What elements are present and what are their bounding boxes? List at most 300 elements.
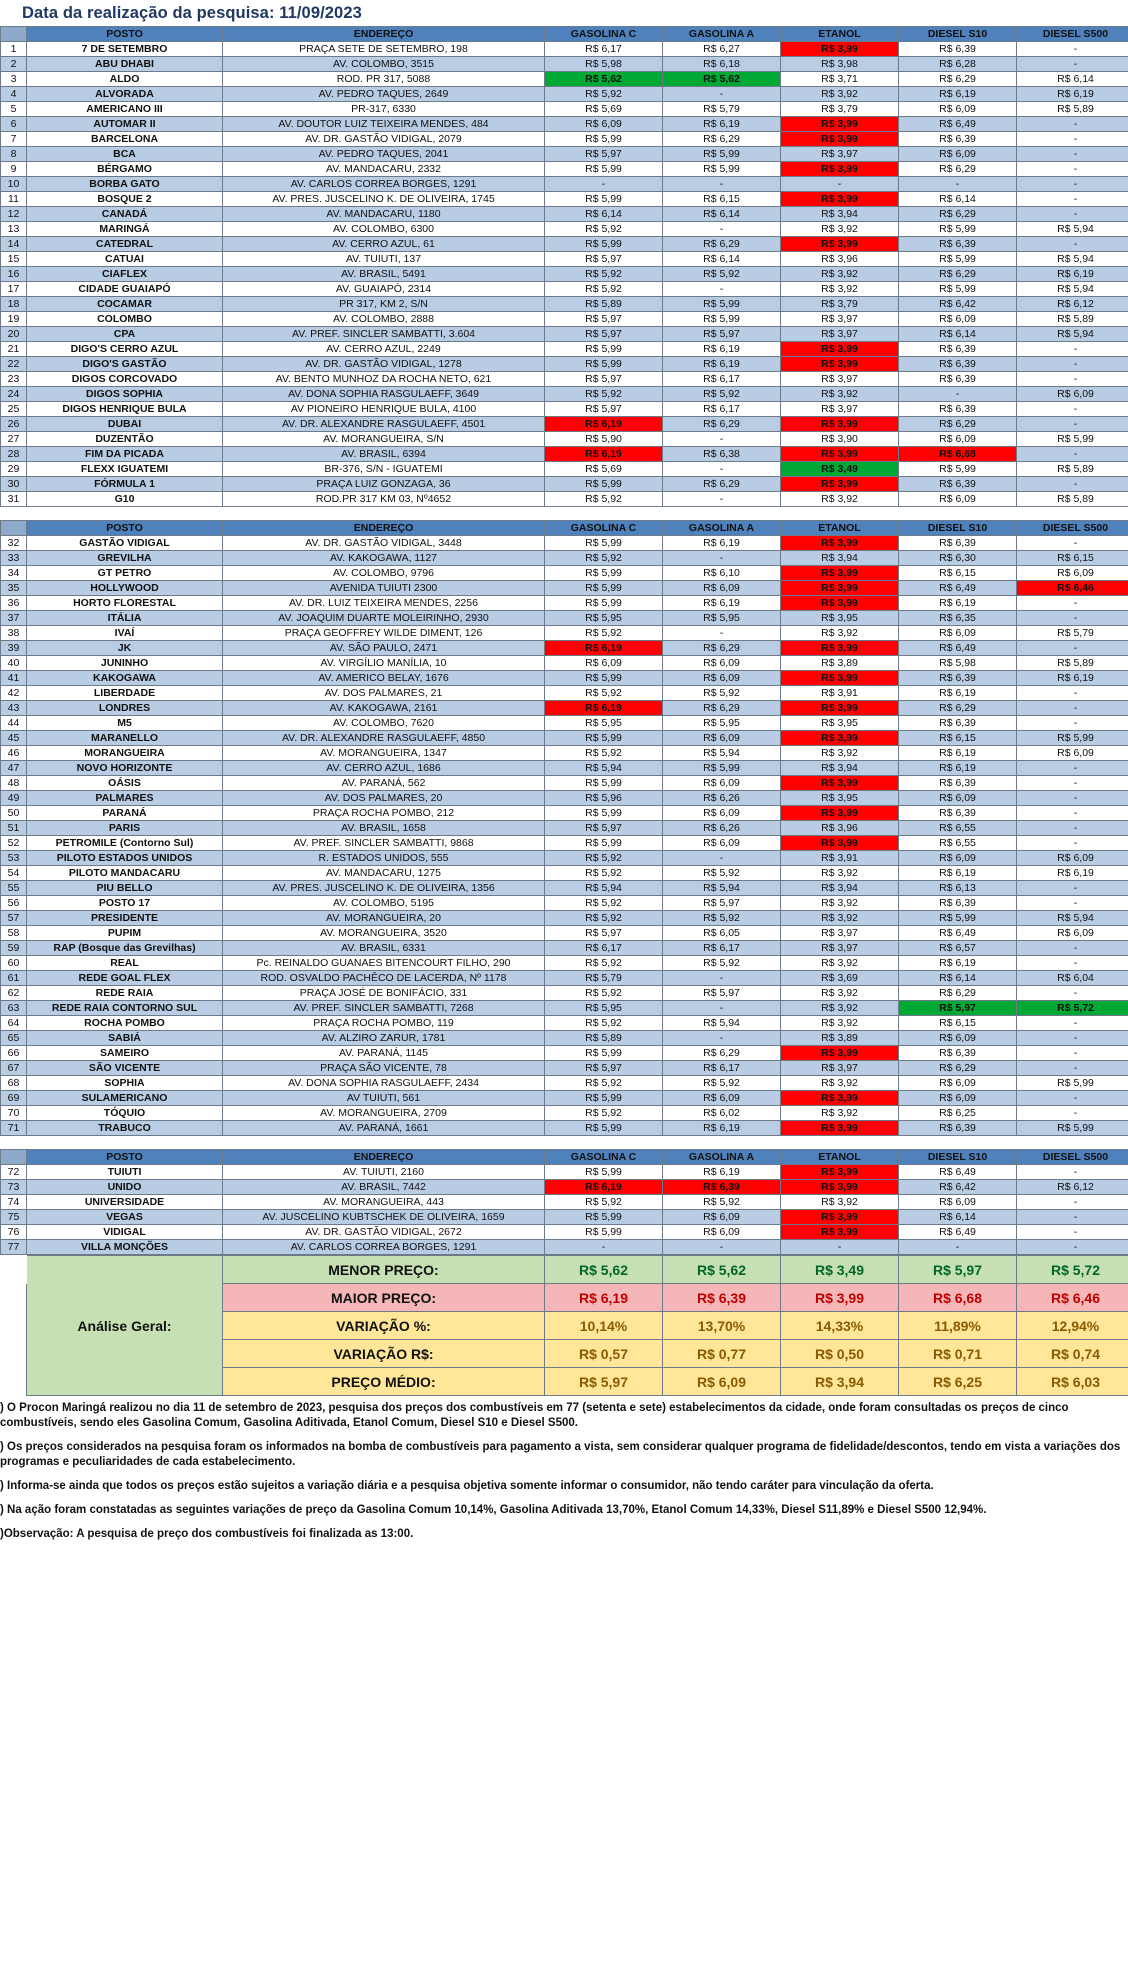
table-row xyxy=(1,132,1128,147)
station-address: PRAÇA SÃO VICENTE, 78 xyxy=(223,1061,545,1076)
row-index: 60 xyxy=(1,956,27,971)
price-gasolina-a: R$ 6,27 xyxy=(663,42,781,57)
price-gasolina-a: R$ 5,94 xyxy=(663,746,781,761)
analysis-row-label: VARIAÇÃO R$: xyxy=(223,1340,545,1368)
station-address: AV. DR. GASTÃO VIDIGAL, 2079 xyxy=(223,132,545,147)
price-etanol: R$ 3,99 xyxy=(781,1180,899,1195)
station-address: AV. DOUTOR LUIZ TEIXEIRA MENDES, 484 xyxy=(223,117,545,132)
price-gasolina-c: R$ 5,95 xyxy=(545,611,663,626)
station-address: AV. AMERICO BELAY, 1676 xyxy=(223,671,545,686)
column-header-endere-o: ENDEREÇO xyxy=(223,521,545,536)
price-gasolina-c: R$ 5,92 xyxy=(545,686,663,701)
price-diesel-s500: R$ 6,09 xyxy=(1017,926,1128,941)
table-row xyxy=(1,956,1128,971)
price-diesel-s10: R$ 6,39 xyxy=(899,776,1017,791)
station-name: DIGOS HENRIQUE BULA xyxy=(27,402,223,417)
price-gasolina-c: R$ 5,97 xyxy=(545,327,663,342)
row-index: 70 xyxy=(1,1106,27,1121)
station-address: AV. MORANGUEIRA, 1347 xyxy=(223,746,545,761)
station-name: CPA xyxy=(27,327,223,342)
column-header-diesel-s10: DIESEL S10 xyxy=(899,521,1017,536)
station-address: AV. PREF. SINCLER SAMBATTI, 3.604 xyxy=(223,327,545,342)
price-etanol: R$ 3,99 xyxy=(781,1225,899,1240)
table-row xyxy=(1,417,1128,432)
row-index: 8 xyxy=(1,147,27,162)
station-address: AV. DR. ALEXANDRE RASGULAEFF, 4501 xyxy=(223,417,545,432)
station-name: HORTO FLORESTAL xyxy=(27,596,223,611)
price-diesel-s500: R$ 5,94 xyxy=(1017,252,1128,267)
station-name: M5 xyxy=(27,716,223,731)
row-index: 68 xyxy=(1,1076,27,1091)
price-table-section-1 xyxy=(0,26,1128,507)
price-diesel-s10: R$ 6,09 xyxy=(899,1076,1017,1091)
price-diesel-s500: - xyxy=(1017,402,1128,417)
section-gap xyxy=(0,1136,1128,1149)
price-diesel-s500: R$ 5,94 xyxy=(1017,327,1128,342)
row-index: 77 xyxy=(1,1240,27,1255)
table-row xyxy=(1,237,1128,252)
price-etanol: R$ 3,98 xyxy=(781,57,899,72)
station-address: PR-317, 6330 xyxy=(223,102,545,117)
table-row xyxy=(1,1031,1128,1046)
row-index: 43 xyxy=(1,701,27,716)
price-diesel-s10: R$ 5,99 xyxy=(899,911,1017,926)
price-etanol: R$ 3,99 xyxy=(781,1091,899,1106)
station-name: JK xyxy=(27,641,223,656)
price-gasolina-c: R$ 5,99 xyxy=(545,536,663,551)
station-name: HOLLYWOOD xyxy=(27,581,223,596)
station-name: FIM DA PICADA xyxy=(27,447,223,462)
price-diesel-s500: R$ 5,89 xyxy=(1017,312,1128,327)
price-diesel-s10: R$ 6,29 xyxy=(899,701,1017,716)
price-diesel-s10: R$ 6,39 xyxy=(899,477,1017,492)
row-index: 44 xyxy=(1,716,27,731)
station-address: AV. DR. LUIZ TEIXEIRA MENDES, 2256 xyxy=(223,596,545,611)
station-name: CIDADE GUAIAPÓ xyxy=(27,282,223,297)
price-etanol: R$ 3,92 xyxy=(781,956,899,971)
station-name: OÁSIS xyxy=(27,776,223,791)
price-etanol: R$ 3,99 xyxy=(781,641,899,656)
station-address: AV. CARLOS CORREA BORGES, 1291 xyxy=(223,177,545,192)
station-name: SABIÁ xyxy=(27,1031,223,1046)
price-gasolina-a: R$ 5,92 xyxy=(663,911,781,926)
footer-note: ) Na ação foram constatadas as seguintes variações de preço da Gasolina Comum 10,14%, Gasolina Aditivada 13,70%, Etanol Comum 14,33%, Diesel S11,89% e Diesel S500 12,94%. xyxy=(0,1504,987,1516)
station-name: AMERICANO III xyxy=(27,102,223,117)
row-index: 34 xyxy=(1,566,27,581)
price-diesel-s10: R$ 6,39 xyxy=(899,132,1017,147)
station-name: TRABUCO xyxy=(27,1121,223,1136)
table-row xyxy=(1,1001,1128,1016)
price-etanol: R$ 3,99 xyxy=(781,132,899,147)
table-row xyxy=(1,986,1128,1001)
table-row xyxy=(1,1091,1128,1106)
price-gasolina-c: R$ 6,19 xyxy=(545,641,663,656)
price-gasolina-a: R$ 5,95 xyxy=(663,611,781,626)
price-diesel-s500: R$ 5,94 xyxy=(1017,222,1128,237)
price-etanol: R$ 3,92 xyxy=(781,986,899,1001)
price-gasolina-c: R$ 6,09 xyxy=(545,656,663,671)
row-index: 10 xyxy=(1,177,27,192)
row-index: 51 xyxy=(1,821,27,836)
table-row xyxy=(1,282,1128,297)
price-gasolina-a: R$ 6,29 xyxy=(663,132,781,147)
price-gasolina-c: R$ 5,97 xyxy=(545,372,663,387)
table-row xyxy=(1,57,1128,72)
table-row xyxy=(1,1210,1128,1225)
price-diesel-s500: - xyxy=(1017,1091,1128,1106)
analysis-spacer xyxy=(1,1312,27,1340)
price-etanol: R$ 3,92 xyxy=(781,1016,899,1031)
price-diesel-s10: R$ 6,19 xyxy=(899,761,1017,776)
price-gasolina-a: R$ 6,14 xyxy=(663,252,781,267)
station-address: AV TUIUTI, 561 xyxy=(223,1091,545,1106)
price-etanol: R$ 3,97 xyxy=(781,327,899,342)
price-diesel-s10: R$ 6,15 xyxy=(899,566,1017,581)
price-etanol: R$ 3,99 xyxy=(781,357,899,372)
price-gasolina-a: - xyxy=(663,1031,781,1046)
price-diesel-s10: R$ 6,39 xyxy=(899,671,1017,686)
table-row xyxy=(1,776,1128,791)
price-gasolina-c: R$ 6,14 xyxy=(545,207,663,222)
column-header-index xyxy=(1,521,27,536)
table-row xyxy=(1,911,1128,926)
price-gasolina-c: R$ 5,69 xyxy=(545,102,663,117)
price-diesel-s10: R$ 6,49 xyxy=(899,641,1017,656)
table-row xyxy=(1,357,1128,372)
price-gasolina-c: R$ 5,90 xyxy=(545,432,663,447)
price-diesel-s500: R$ 6,19 xyxy=(1017,267,1128,282)
price-etanol: R$ 3,90 xyxy=(781,432,899,447)
table-row xyxy=(1,941,1128,956)
price-diesel-s500: R$ 5,89 xyxy=(1017,462,1128,477)
price-gasolina-c: R$ 5,98 xyxy=(545,57,663,72)
price-diesel-s500: R$ 5,89 xyxy=(1017,492,1128,507)
price-etanol: R$ 3,49 xyxy=(781,462,899,477)
row-index: 1 xyxy=(1,42,27,57)
row-index: 33 xyxy=(1,551,27,566)
table-row xyxy=(1,252,1128,267)
price-gasolina-a: R$ 5,97 xyxy=(663,896,781,911)
price-gasolina-a: R$ 6,19 xyxy=(663,596,781,611)
station-name: COLOMBO xyxy=(27,312,223,327)
price-diesel-s500: - xyxy=(1017,821,1128,836)
price-etanol: R$ 3,97 xyxy=(781,402,899,417)
row-index: 6 xyxy=(1,117,27,132)
price-gasolina-c: R$ 5,99 xyxy=(545,1165,663,1180)
station-address: AV. MANDACARU, 1180 xyxy=(223,207,545,222)
price-diesel-s500: R$ 6,09 xyxy=(1017,851,1128,866)
price-gasolina-c: R$ 5,92 xyxy=(545,387,663,402)
station-address: PRAÇA ROCHA POMBO, 119 xyxy=(223,1016,545,1031)
row-index: 21 xyxy=(1,342,27,357)
table-row xyxy=(1,836,1128,851)
row-index: 58 xyxy=(1,926,27,941)
price-gasolina-a: R$ 5,62 xyxy=(663,72,781,87)
analysis-gasolina-a: R$ 0,77 xyxy=(663,1340,781,1368)
station-address: AV. VIRGÍLIO MANÍLIA, 10 xyxy=(223,656,545,671)
table-row xyxy=(1,1180,1128,1195)
column-header-gasolina-a: GASOLINA A xyxy=(663,27,781,42)
price-gasolina-a: R$ 6,29 xyxy=(663,237,781,252)
price-diesel-s10: R$ 6,39 xyxy=(899,1121,1017,1136)
price-etanol: R$ 3,96 xyxy=(781,821,899,836)
station-name: POSTO 17 xyxy=(27,896,223,911)
price-diesel-s10: R$ 6,39 xyxy=(899,896,1017,911)
price-diesel-s10: R$ 6,55 xyxy=(899,836,1017,851)
price-gasolina-a: R$ 5,92 xyxy=(663,956,781,971)
price-gasolina-a: R$ 6,19 xyxy=(663,117,781,132)
row-index: 26 xyxy=(1,417,27,432)
price-etanol: R$ 3,92 xyxy=(781,282,899,297)
row-index: 18 xyxy=(1,297,27,312)
price-diesel-s500: - xyxy=(1017,986,1128,1001)
price-diesel-s500: - xyxy=(1017,791,1128,806)
price-gasolina-a: R$ 5,99 xyxy=(663,147,781,162)
price-gasolina-a: R$ 6,17 xyxy=(663,402,781,417)
analysis-gasolina-a: R$ 6,09 xyxy=(663,1368,781,1396)
price-gasolina-c: R$ 5,69 xyxy=(545,462,663,477)
station-name: FÓRMULA 1 xyxy=(27,477,223,492)
station-address: PRAÇA GEOFFREY WILDE DIMENT, 126 xyxy=(223,626,545,641)
station-name: RAP (Bosque das Grevilhas) xyxy=(27,941,223,956)
table-row xyxy=(1,1195,1128,1210)
station-address: PRAÇA LUIZ GONZAGA, 36 xyxy=(223,477,545,492)
row-index: 27 xyxy=(1,432,27,447)
price-diesel-s500: R$ 6,46 xyxy=(1017,581,1128,596)
price-etanol: R$ 3,99 xyxy=(781,1121,899,1136)
price-etanol: R$ 3,99 xyxy=(781,566,899,581)
price-diesel-s500: - xyxy=(1017,896,1128,911)
station-address: AV. MORANGUEIRA, S/N xyxy=(223,432,545,447)
station-address: AV. CERRO AZUL, 61 xyxy=(223,237,545,252)
station-name: TUIUTI xyxy=(27,1165,223,1180)
table-row xyxy=(1,297,1128,312)
station-name: CATUAI xyxy=(27,252,223,267)
table-header-row xyxy=(1,1150,1128,1165)
row-index: 4 xyxy=(1,87,27,102)
row-index: 29 xyxy=(1,462,27,477)
table-row xyxy=(1,851,1128,866)
price-etanol: R$ 3,92 xyxy=(781,87,899,102)
price-diesel-s10: R$ 5,99 xyxy=(899,462,1017,477)
price-gasolina-c: R$ 5,97 xyxy=(545,252,663,267)
analysis-diesel-s10: R$ 0,71 xyxy=(899,1340,1017,1368)
price-diesel-s10: R$ 5,97 xyxy=(899,1001,1017,1016)
analysis-diesel-s500: R$ 6,03 xyxy=(1017,1368,1128,1396)
price-diesel-s500: R$ 5,99 xyxy=(1017,731,1128,746)
row-index: 49 xyxy=(1,791,27,806)
station-address: AV. MANDACARU, 2332 xyxy=(223,162,545,177)
price-diesel-s500: - xyxy=(1017,836,1128,851)
price-diesel-s10: R$ 6,42 xyxy=(899,1180,1017,1195)
price-etanol: R$ 3,99 xyxy=(781,776,899,791)
station-name: ALVORADA xyxy=(27,87,223,102)
price-diesel-s500: - xyxy=(1017,536,1128,551)
price-etanol: R$ 3,99 xyxy=(781,342,899,357)
table-row xyxy=(1,162,1128,177)
price-diesel-s10: R$ 6,49 xyxy=(899,1165,1017,1180)
price-diesel-s10: R$ 6,09 xyxy=(899,492,1017,507)
price-gasolina-c: R$ 5,97 xyxy=(545,821,663,836)
analysis-table xyxy=(0,1255,1128,1396)
price-etanol: R$ 3,92 xyxy=(781,896,899,911)
station-name: BCA xyxy=(27,147,223,162)
price-diesel-s10: R$ 6,39 xyxy=(899,402,1017,417)
analysis-etanol: R$ 3,94 xyxy=(781,1368,899,1396)
table-row xyxy=(1,656,1128,671)
station-address: AV. DR. ALEXANDRE RASGULAEFF, 4850 xyxy=(223,731,545,746)
analysis-title: Análise Geral: xyxy=(27,1256,223,1396)
price-diesel-s10: R$ 6,09 xyxy=(899,851,1017,866)
station-name: 7 DE SETEMBRO xyxy=(27,42,223,57)
station-name: PILOTO ESTADOS UNIDOS xyxy=(27,851,223,866)
station-address: AV. MORANGUEIRA, 2709 xyxy=(223,1106,545,1121)
price-diesel-s500: - xyxy=(1017,956,1128,971)
price-gasolina-a: R$ 6,19 xyxy=(663,342,781,357)
price-diesel-s500: - xyxy=(1017,417,1128,432)
column-header-diesel-s10: DIESEL S10 xyxy=(899,27,1017,42)
station-name: DIGOS CORCOVADO xyxy=(27,372,223,387)
price-etanol: R$ 3,99 xyxy=(781,1210,899,1225)
column-header-diesel-s500: DIESEL S500 xyxy=(1017,27,1128,42)
row-index: 3 xyxy=(1,72,27,87)
price-etanol: R$ 3,92 xyxy=(781,1106,899,1121)
price-table-section-2 xyxy=(0,520,1128,1136)
price-diesel-s10: R$ 5,98 xyxy=(899,656,1017,671)
price-etanol: R$ 3,94 xyxy=(781,761,899,776)
price-gasolina-a: R$ 6,09 xyxy=(663,836,781,851)
price-gasolina-a: R$ 5,92 xyxy=(663,686,781,701)
price-gasolina-a: R$ 6,29 xyxy=(663,1046,781,1061)
station-name: BARCELONA xyxy=(27,132,223,147)
analysis-row-label: MENOR PREÇO: xyxy=(223,1256,545,1284)
row-index: 38 xyxy=(1,626,27,641)
station-name: CIAFLEX xyxy=(27,267,223,282)
table-row xyxy=(1,626,1128,641)
price-diesel-s500: R$ 6,19 xyxy=(1017,866,1128,881)
price-gasolina-a: R$ 6,09 xyxy=(663,671,781,686)
analysis-gasolina-a: 13,70% xyxy=(663,1312,781,1340)
price-etanol: R$ 3,99 xyxy=(781,1165,899,1180)
price-gasolina-a: R$ 5,92 xyxy=(663,1195,781,1210)
price-etanol: R$ 3,99 xyxy=(781,581,899,596)
price-gasolina-c: R$ 5,92 xyxy=(545,896,663,911)
station-address: AV. BRASIL, 6331 xyxy=(223,941,545,956)
price-gasolina-a: R$ 6,29 xyxy=(663,701,781,716)
price-gasolina-c: R$ 5,99 xyxy=(545,357,663,372)
price-gasolina-c: R$ 5,99 xyxy=(545,836,663,851)
station-address: PRAÇA ROCHA POMBO, 212 xyxy=(223,806,545,821)
price-diesel-s10: R$ 6,15 xyxy=(899,731,1017,746)
price-diesel-s10: R$ 6,39 xyxy=(899,342,1017,357)
row-index: 61 xyxy=(1,971,27,986)
analysis-gasolina-c: R$ 6,19 xyxy=(545,1284,663,1312)
price-gasolina-c: R$ 5,99 xyxy=(545,192,663,207)
table-row xyxy=(1,926,1128,941)
station-name: BORBA GATO xyxy=(27,177,223,192)
price-gasolina-a: - xyxy=(663,851,781,866)
price-diesel-s10: R$ 6,29 xyxy=(899,162,1017,177)
price-gasolina-c: R$ 5,95 xyxy=(545,1001,663,1016)
station-address: AV. TUIUTI, 137 xyxy=(223,252,545,267)
station-address: AV. DOS PALMARES, 20 xyxy=(223,791,545,806)
row-index: 13 xyxy=(1,222,27,237)
price-diesel-s500: R$ 6,15 xyxy=(1017,551,1128,566)
price-diesel-s10: R$ 6,19 xyxy=(899,87,1017,102)
price-gasolina-c: R$ 5,99 xyxy=(545,731,663,746)
price-gasolina-a: R$ 5,94 xyxy=(663,881,781,896)
price-diesel-s10: R$ 6,14 xyxy=(899,327,1017,342)
analysis-gasolina-a: R$ 6,39 xyxy=(663,1284,781,1312)
row-index: 56 xyxy=(1,896,27,911)
price-diesel-s500: R$ 5,99 xyxy=(1017,432,1128,447)
price-gasolina-a: - xyxy=(663,971,781,986)
station-name: SAMEIRO xyxy=(27,1046,223,1061)
price-diesel-s10: R$ 6,09 xyxy=(899,1195,1017,1210)
price-diesel-s500: - xyxy=(1017,177,1128,192)
price-diesel-s10: R$ 6,49 xyxy=(899,926,1017,941)
price-diesel-s10: R$ 6,39 xyxy=(899,716,1017,731)
row-index: 36 xyxy=(1,596,27,611)
price-etanol: R$ 3,95 xyxy=(781,611,899,626)
table-row xyxy=(1,147,1128,162)
analysis-gasolina-c: R$ 5,97 xyxy=(545,1368,663,1396)
price-diesel-s10: R$ 6,49 xyxy=(899,581,1017,596)
price-diesel-s500: R$ 6,12 xyxy=(1017,1180,1128,1195)
station-name: REDE RAIA xyxy=(27,986,223,1001)
analysis-diesel-s10: R$ 6,68 xyxy=(899,1284,1017,1312)
station-address: AV. PARANÁ, 562 xyxy=(223,776,545,791)
column-header-posto: POSTO xyxy=(27,27,223,42)
column-header-gasolina-c: GASOLINA C xyxy=(545,27,663,42)
row-index: 67 xyxy=(1,1061,27,1076)
price-gasolina-a: - xyxy=(663,1240,781,1255)
row-index: 46 xyxy=(1,746,27,761)
price-diesel-s500: - xyxy=(1017,1240,1128,1255)
price-etanol: R$ 3,92 xyxy=(781,387,899,402)
row-index: 74 xyxy=(1,1195,27,1210)
row-index: 12 xyxy=(1,207,27,222)
column-header-diesel-s10: DIESEL S10 xyxy=(899,1150,1017,1165)
price-etanol: R$ 3,92 xyxy=(781,1076,899,1091)
price-etanol: R$ 3,99 xyxy=(781,671,899,686)
price-gasolina-c: R$ 5,92 xyxy=(545,282,663,297)
price-gasolina-a: R$ 6,19 xyxy=(663,1121,781,1136)
price-etanol: R$ 3,96 xyxy=(781,252,899,267)
price-diesel-s10: R$ 6,39 xyxy=(899,806,1017,821)
row-index: 71 xyxy=(1,1121,27,1136)
table-header-row xyxy=(1,27,1128,42)
price-gasolina-a: R$ 6,09 xyxy=(663,1091,781,1106)
price-etanol: R$ 3,97 xyxy=(781,1061,899,1076)
station-address: AV PIONEIRO HENRIQUE BULA, 4100 xyxy=(223,402,545,417)
station-address: AV. PREF. SINCLER SAMBATTI, 7268 xyxy=(223,1001,545,1016)
price-diesel-s500: - xyxy=(1017,611,1128,626)
price-gasolina-a: R$ 5,97 xyxy=(663,986,781,1001)
price-diesel-s10: R$ 6,29 xyxy=(899,207,1017,222)
price-diesel-s10: R$ 6,28 xyxy=(899,57,1017,72)
price-gasolina-a: - xyxy=(663,87,781,102)
table-row xyxy=(1,701,1128,716)
footer-note: ) Os preços considerados na pesquisa foram os informados na bomba de combustíveis para pagamento a vista, sem considerar qualquer programa de fidelidade/descontos, tendo em vista a variações dos programas e peculiaridades de cada estabelecimento. xyxy=(0,1441,1121,1468)
price-etanol: R$ 3,89 xyxy=(781,1031,899,1046)
price-diesel-s500: - xyxy=(1017,447,1128,462)
table-row xyxy=(1,596,1128,611)
price-diesel-s500: - xyxy=(1017,596,1128,611)
station-address: AV. DR. GASTÃO VIDIGAL, 3448 xyxy=(223,536,545,551)
price-gasolina-a: R$ 5,94 xyxy=(663,1016,781,1031)
row-index: 55 xyxy=(1,881,27,896)
